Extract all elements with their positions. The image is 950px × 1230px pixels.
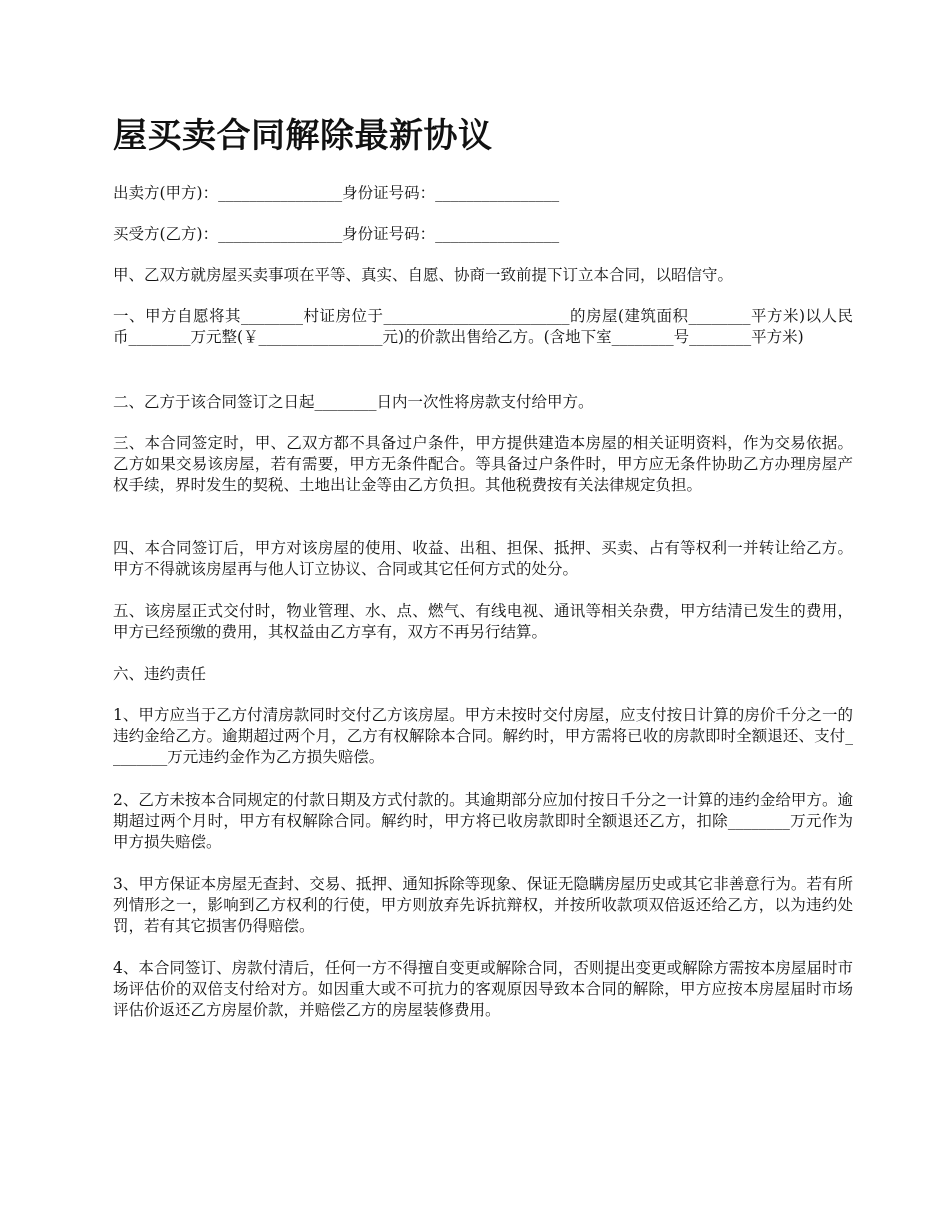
liability-item-3: 3、甲方保证本房屋无查封、交易、抵押、通知拆除等现象、保证无隐瞒房屋历史或其它非善意行为。若有所列情形之一，影响到乙方权利的行使，甲方则放弃先诉抗辩权，并按所收款项双倍返还给乙方，以为违约处罚，若有其它损害仍得赔偿。: [113, 875, 853, 935]
clause-1-paragraph: 一、甲方自愿将其________村证房位于________________________的房屋(建筑面积________平方米)以人民币________万元整(￥________________元)的价款出售给乙方。(含地下室________号________平方米): [113, 307, 853, 346]
document-title: 屋买卖合同解除最新协议: [113, 116, 493, 156]
preamble-paragraph: 甲、乙双方就房屋买卖事项在平等、真实、自愿、协商一致前提下订立本合同，以昭信守。: [113, 266, 734, 284]
clause-3-paragraph: 三、本合同签定时，甲、乙双方都不具备过户条件，甲方提供建造本房屋的相关证明资料，作为交易依据。乙方如果交易该房屋，若有需要，甲方无条件配合。等具备过户条件时，甲方应无条件协助乙方办理房屋产权手续，界时发生的契税、土地出让金等由乙方负担。其他税费按有关法律规定负担。: [113, 434, 853, 494]
clause-5-paragraph: 五、该房屋正式交付时，物业管理、水、点、燃气、有线电视、通讯等相关杂费，甲方结清已发生的费用，甲方已经预缴的费用，其权益由乙方享有，双方不再另行结算。: [113, 602, 853, 641]
buyer-line: 买受方(乙方)：________________身份证号码：________________: [113, 225, 560, 243]
liability-item-4: 4、本合同签订、房款付清后，任何一方不得擅自变更或解除合同，否则提出变更或解除方需按本房屋届时市场评估价的双倍支付给对方。如因重大或不可抗力的客观原因导致本合同的解除，甲方应按本房屋届时市场评估价返还乙方房屋价款，并赔偿乙方的房屋装修费用。: [113, 959, 853, 1019]
clause-2-paragraph: 二、乙方于该合同签订之日起________日内一次性将房款支付给甲方。: [113, 393, 594, 411]
liability-item-1: 1、甲方应当于乙方付清房款同时交付乙方该房屋。甲方未按时交付房屋，应支付按日计算的房价千分之一的违约金给乙方。逾期超过两个月，乙方有权解除本合同。解约时，甲方需将已收的房款即时全额退还、支付________万元违约金作为乙方损失赔偿。: [113, 706, 853, 766]
liability-item-2: 2、乙方未按本合同规定的付款日期及方式付款的。其逾期部分应加付按日千分之一计算的违约金给甲方。逾期超过两个月时，甲方有权解除合同。解约时，甲方将已收房款即时全额退还乙方，扣除________万元作为甲方损失赔偿。: [113, 791, 853, 851]
clause-6-heading: 六、违约责任: [113, 665, 207, 683]
clause-4-paragraph: 四、本合同签订后，甲方对该房屋的使用、收益、出租、担保、抵押、买卖、占有等权利一并转让给乙方。甲方不得就该房屋再与他人订立协议、合同或其它任何方式的处分。: [113, 539, 853, 578]
seller-line: 出卖方(甲方)：________________身份证号码：________________: [113, 184, 560, 202]
